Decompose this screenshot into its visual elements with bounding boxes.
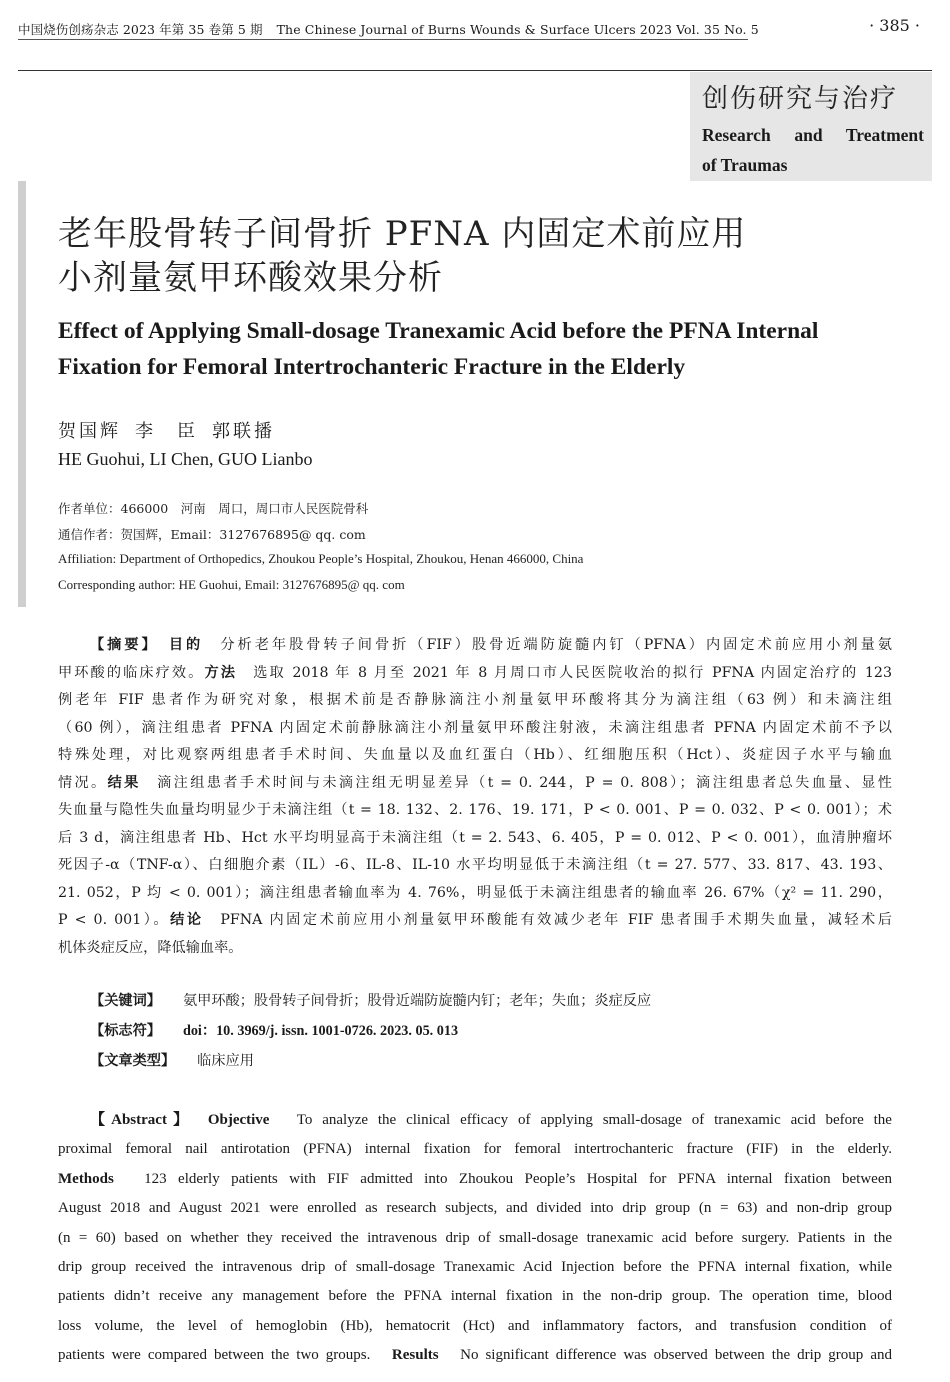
page-number: · 385 · (869, 16, 920, 35)
top-rule (18, 70, 932, 71)
author-cn: 贺国辉 (58, 421, 121, 442)
section-title-en: Research and Treatment of Traumas (702, 125, 924, 175)
abstract-label: 【摘要】 (90, 637, 152, 653)
article-title-cn: 老年股骨转子间骨折 PFNA 内固定术前应用 小剂量氨甲环酸效果分析 (58, 214, 747, 298)
methods-en-label: Methods (58, 1170, 114, 1187)
methods-label: 方法 (204, 664, 237, 681)
article-type-label: 【文章类型】 (90, 1053, 176, 1069)
abstract-cn: 【摘要】 目的 分析老年股骨转子间骨折（FIF）股骨近端防旋髓内钉（PFNA）内固定术前应用小剂量氨 甲环酸的临床疗效。方法 选取 2018 年 8 月至 2021 年 8 月周口市人民医院收治的拟行 PFNA 内固定治疗的 123 例老年 FIF 患者作为研究对象，根据术前是否静脉滴注小剂量氨甲环酸将其分为滴注组（63 例）和未滴注组 （60 例），滴注组患者 PFNA 内固定术前静脉滴注小剂量氨甲环酸注射液，未滴注组患者 PFNA 内固定术前不予以 特殊处理，对比观察两组患者手术时间、失血量以及血红蛋白（Hb）、红细胞压积（Hct）、炎症因子水平与输血 情况。结果 滴注组患者手术时间与未滴注组无明显差异（t = 0. 244，P = 0. 808）；滴注组患者总失血量、显性 失血量与隐性失血量均明显少于未滴注组（t = 18. 132、2. 176、19. 171，P < 0. 001、P = 0. 032、P < 0. 001）；术 后 3 d，滴注组患者 Hb、Hct 水平均明显高于未滴注组（t = 2. 543、6. 405，P = 0. 012、P < 0. 001），血清肿瘤坏 死因子-α（TNF-α）、白细胞介素（IL）-6、IL-8、IL-10 水平均明显低于未滴注组（t = 27. 577、33. 817、43. 193、 21. 052，P 均 < 0. 001）；滴注组患者输血率为 4. 76%，明显低于未滴注组患者的输血率 26. 67%（χ² = 11. 290， P < 0. 001）。结论 PFNA 内固定术前应用小剂量氨甲环酸能有效减少老年 FIF 患者围手术期失血量，减轻术后 机体炎症反应，降低输血率。 (58, 637, 892, 956)
article-type (90, 1050, 254, 1070)
abstract-en: 【Abstract】 Objective To analyze the clinical efficacy of applying small-dosage of tranexamic acid before the proximal femoral nail antirotation (PFNA) internal fixation for femoral intertrochanteric fracture (FIF) in the elderly. Methods 123 elderly patients with FIF admitted into Zhoukou People’s Hospital for PFNA internal fixation between August 2018 and August 2021 were enrolled as research subjects, and divided into drip group (n = 63) and non-drip group (n = 60) based on whether they received the intravenous drip of small-dosage tranexamic acid before surgery. Patients in the drip group received the intravenous drip of small-dosage Tranexamic Acid Injection before the PFNA internal fixation, while patients didn’t receive any management before the PFNA internal fixation in the non-drip group. The operation time, blood loss volume, the level of hemoglobin (Hb), hematocrit (Hct) and inflammatory factors, and transfusion condition of patients were compared between the two groups. Results No significant difference was observed between the drip group and (58, 1112, 892, 1364)
affiliation-en: Affiliation: Department of Orthopedics, Zhoukou People’s Hospital, Zhoukou, Henan 466000, China (58, 551, 584, 566)
keywords-label: 【关键词】 (90, 993, 161, 1009)
left-accent-bar (18, 181, 26, 607)
keywords (90, 990, 651, 1010)
corresponding-author-en: Corresponding author: HE Guohui, Email: 3127676895@ qq. com (58, 577, 405, 592)
author-cn: 李 臣 (135, 421, 198, 442)
section-title-cn: 创伤研究与治疗 (702, 84, 899, 114)
article-title-en: Effect of Applying Small-dosage Tranexamic Acid before the PFNA Internal Fixation for Femoral Intertrochanteric Fracture in the Elderly (58, 318, 819, 380)
keywords-value: 氨甲环酸；股骨转子间骨折；股骨近端防旋髓内钉；老年；失血；炎症反应 (182, 993, 652, 1009)
corresponding-author-cn: 通信作者：贺国辉，Email：3127676895@ qq. com (58, 527, 366, 542)
abstract-en-label: 【Abstract】 (90, 1112, 187, 1128)
identifier (90, 1020, 458, 1040)
header-rule (18, 39, 748, 40)
running-head (18, 20, 759, 38)
results-en-label: Results (391, 1347, 439, 1364)
author-cn: 郭联播 (212, 421, 275, 442)
affiliation-cn: 作者单位：466000 河南 周口，周口市人民医院骨科 (58, 501, 369, 516)
authors-en: HE Guohui, LI Chen, GUO Lianbo (58, 449, 313, 469)
authors-cn (58, 417, 275, 443)
section-banner (690, 72, 932, 181)
identifier-label: 【标志符】 (90, 1023, 161, 1039)
doi-value: doi：10. 3969/j. issn. 1001-0726. 2023. 05. 013 (182, 1023, 459, 1039)
results-label: 结果 (107, 774, 141, 791)
journal-name-cn: 中国烧伤创疡杂志 2023 年第 35 卷第 5 期 (18, 22, 263, 37)
objective-en-label: Objective (207, 1112, 270, 1128)
article-type-value: 临床应用 (197, 1053, 254, 1069)
journal-name-en: The Chinese Journal of Burns Wounds & Surface Ulcers 2023 Vol. 35 No. 5 (276, 22, 759, 37)
conclusion-label: 结论 (170, 912, 204, 928)
objective-label: 目的 (168, 637, 204, 653)
